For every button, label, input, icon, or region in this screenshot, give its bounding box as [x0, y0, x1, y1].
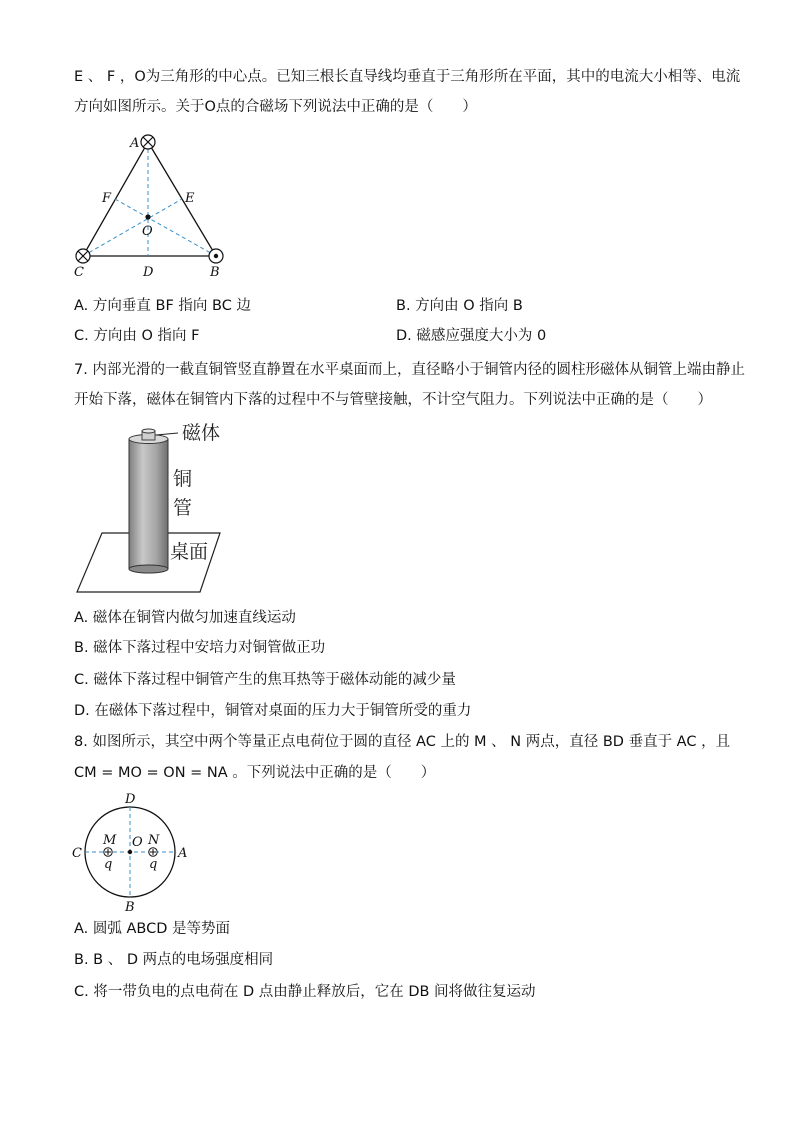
label-magnet: 磁体: [182, 422, 221, 444]
charge-plus-icon-M: [104, 848, 112, 856]
median-CE: [83, 199, 182, 256]
current-out-icon-B: [209, 249, 223, 263]
label-table: 桌面: [170, 541, 209, 563]
label-C: C: [74, 265, 84, 280]
q8-stem-line1: 8. 如图所示，其空中两个等量正点电荷位于圆的直径 AC 上的 M 、 N 两点，直径 BD 垂直于 AC ，且: [74, 734, 731, 750]
label-C: C: [72, 846, 82, 861]
q8-stem-line2: CM = MO = ON = NA 。下列说法中正确的是（ ）: [74, 765, 436, 781]
q7-option-c[interactable]: C. 磁体下落过程中铜管产生的焦耳热等于磁体动能的减少量: [74, 672, 456, 688]
label-tube-1: 铜: [173, 468, 193, 490]
magnet-pointer: [156, 433, 178, 435]
q6-stem-line1: E 、 F ，O为三角形的中心点。已知三根长直导线均垂直于三角形所在平面，其中的电流大小相等、电流: [74, 69, 741, 85]
label-A: A: [178, 846, 188, 861]
q7-stem-line1: 7. 内部光滑的一截直铜管竖直静置在水平桌面而上，直径略小于铜管内径的圆柱形磁体从铜管上端由静止: [74, 362, 745, 378]
copper-tube-figure: [72, 420, 232, 595]
q6-stem-line2: 方向如图所示。关于O点的合磁场下列说法中正确的是（ ）: [74, 99, 477, 115]
current-into-icon-A: [141, 135, 155, 149]
label-O: O: [132, 835, 143, 850]
center-point-O: [145, 214, 150, 219]
center-point-O: [128, 850, 132, 854]
q6-option-d[interactable]: D. 磁感应强度大小为 0: [396, 328, 547, 344]
charge-plus-icon-N: [149, 848, 157, 856]
q6-option-c[interactable]: C. 方向由 O 指向 F: [74, 328, 200, 344]
copper-tube: [129, 439, 168, 569]
tube-bottom: [129, 565, 168, 573]
current-into-icon-C: [76, 249, 90, 263]
q8-option-a[interactable]: A. 圆弧 ABCD 是等势面: [74, 921, 231, 937]
label-q-left: q: [104, 857, 113, 872]
label-B: B: [125, 900, 135, 915]
circle-charges-figure: [68, 790, 198, 915]
label-tube-2: 管: [173, 497, 193, 519]
q7-option-a[interactable]: A. 磁体在铜管内做匀加速直线运动: [74, 610, 296, 626]
triangle-figure: [70, 130, 250, 280]
label-N: N: [148, 833, 160, 848]
label-E: E: [185, 191, 195, 206]
q7-stem-line2: 开始下落，磁体在铜管内下落的过程中不与管壁接触，不计空气阻力。下列说法中正确的是（ ）: [74, 392, 712, 408]
label-q-right: q: [149, 857, 158, 872]
median-BF: [115, 199, 216, 256]
q6-option-b[interactable]: B. 方向由 O 指向 B: [396, 298, 523, 314]
label-O: O: [142, 224, 153, 239]
label-B: B: [210, 265, 220, 280]
label-D: D: [143, 265, 154, 280]
q7-option-b[interactable]: B. 磁体下落过程中安培力对铜管做正功: [74, 640, 326, 656]
q7-option-d[interactable]: D. 在磁体下落过程中，铜管对桌面的压力大于铜管所受的重力: [74, 703, 472, 719]
q8-option-b[interactable]: B. B 、 D 两点的电场强度相同: [74, 952, 274, 968]
q8-option-c[interactable]: C. 将一带负电的点电荷在 D 点由静止释放后，它在 DB 间将做往复运动: [74, 984, 536, 1000]
label-A: A: [130, 136, 140, 151]
label-F: F: [102, 191, 112, 206]
label-M: M: [103, 833, 117, 848]
label-D: D: [125, 792, 136, 807]
q6-option-a[interactable]: A. 方向垂直 BF 指向 BC 边: [74, 298, 251, 314]
